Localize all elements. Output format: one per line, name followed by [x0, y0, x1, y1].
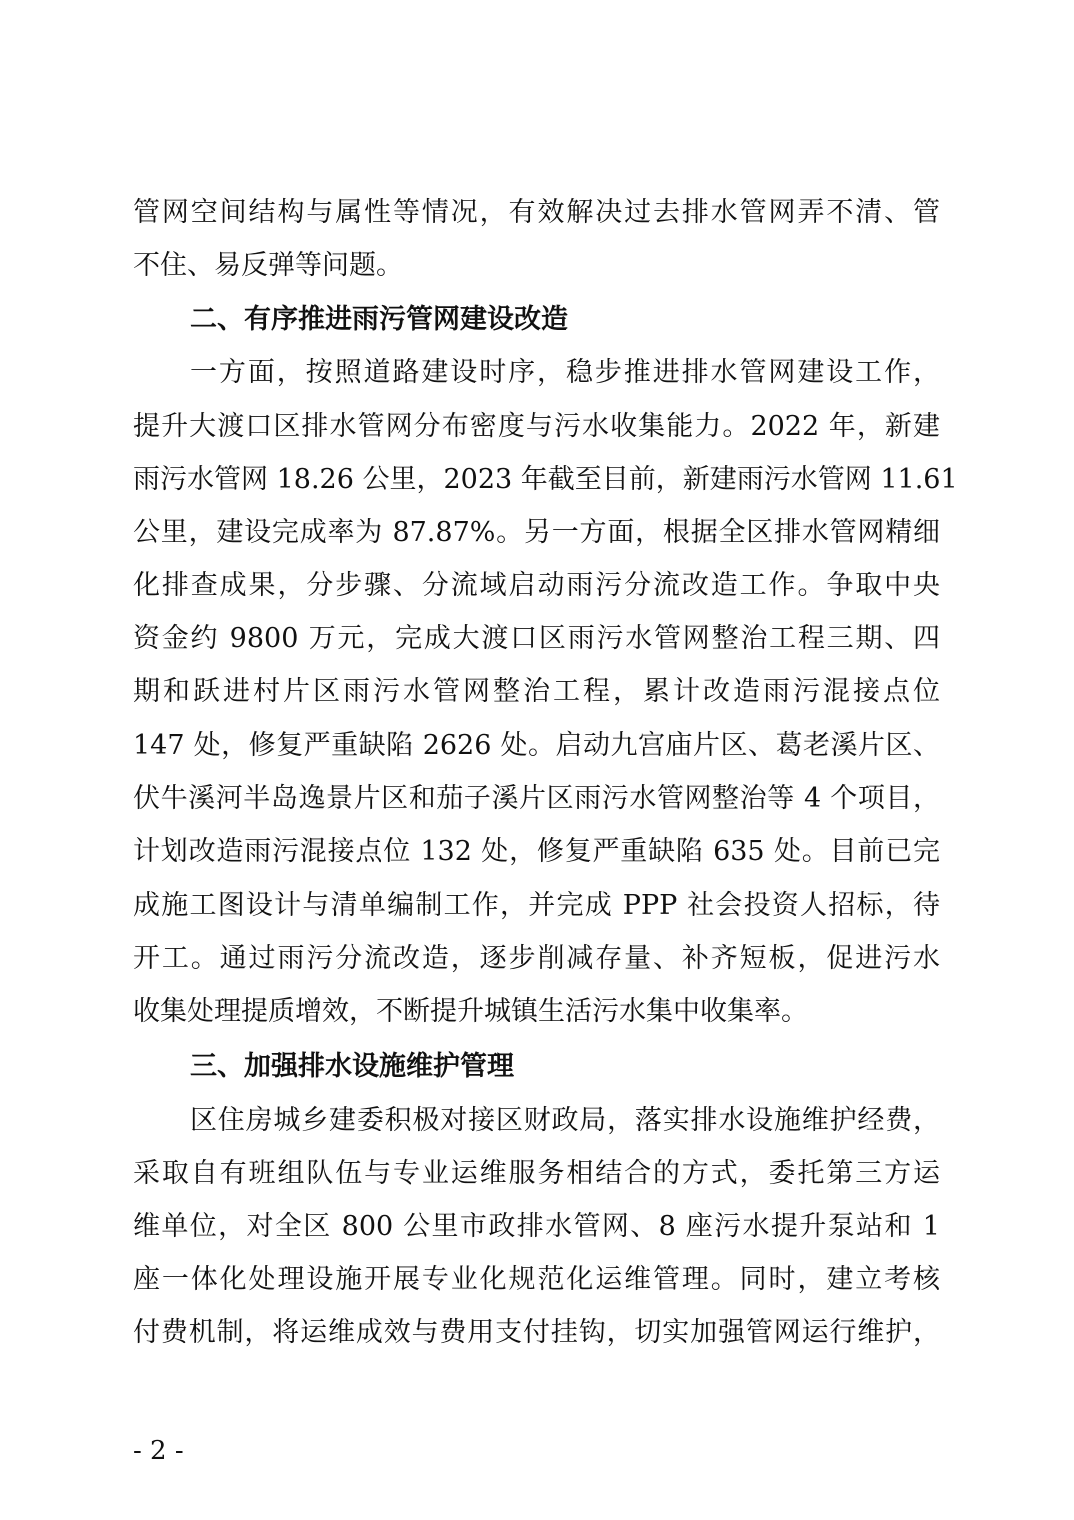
body-text-line: 开工。通过雨污分流改造，逐步削减存量、补齐短板，促进污水 — [133, 943, 940, 974]
body-text-line: 计划改造雨污混接点位 132 处，修复严重缺陷 635 处。目前已完 — [133, 836, 940, 867]
section-heading: 二、有序推进雨污管网建设改造 — [190, 304, 568, 335]
body-text-line: 管网空间结构与属性等情况，有效解决过去排水管网弄不清、管 — [133, 197, 940, 228]
body-text-line: 化排查成果，分步骤、分流域启动雨污分流改造工作。争取中央 — [133, 570, 940, 601]
body-text-line: 期和跃进村片区雨污水管网整治工程，累计改造雨污混接点位 — [133, 676, 940, 707]
body-text-line: 提升大渡口区排水管网分布密度与污水收集能力。2022 年，新建 — [133, 411, 940, 442]
body-text-line: 采取自有班组队伍与专业运维服务相结合的方式，委托第三方运 — [133, 1158, 940, 1189]
body-text-line: 一方面，按照道路建设时序，稳步推进排水管网建设工作， — [190, 357, 940, 388]
body-text-line: 付费机制，将运维成效与费用支付挂钩，切实加强管网运行维护， — [133, 1317, 940, 1348]
page-number: - 2 - — [133, 1436, 184, 1466]
body-text-line: 成施工图设计与清单编制工作，并完成 PPP 社会投资人招标，待 — [133, 890, 940, 921]
body-text-line: 维单位，对全区 800 公里市政排水管网、8 座污水提升泵站和 1 — [133, 1211, 940, 1242]
body-text-line: 雨污水管网 18.26 公里，2023 年截至目前，新建雨污水管网 11.61 — [133, 464, 958, 495]
body-text-line: 公里，建设完成率为 87.87%。另一方面，根据全区排水管网精细 — [133, 517, 940, 548]
body-text-line: 147 处，修复严重缺陷 2626 处。启动九宫庙片区、葛老溪片区、 — [133, 730, 940, 761]
section-heading: 三、加强排水设施维护管理 — [190, 1051, 514, 1082]
body-text-line: 伏牛溪河半岛逸景片区和茄子溪片区雨污水管网整治等 4 个项目， — [133, 783, 940, 814]
body-text-line: 收集处理提质增效，不断提升城镇生活污水集中收集率。 — [133, 996, 808, 1027]
body-text-line: 不住、易反弹等问题。 — [133, 250, 403, 281]
body-text-line: 区住房城乡建委积极对接区财政局，落实排水设施维护经费， — [190, 1105, 940, 1136]
body-text-line: 资金约 9800 万元，完成大渡口区雨污水管网整治工程三期、四 — [133, 623, 940, 654]
body-text-line: 座一体化处理设施开展专业化规范化运维管理。同时，建立考核 — [133, 1264, 940, 1295]
